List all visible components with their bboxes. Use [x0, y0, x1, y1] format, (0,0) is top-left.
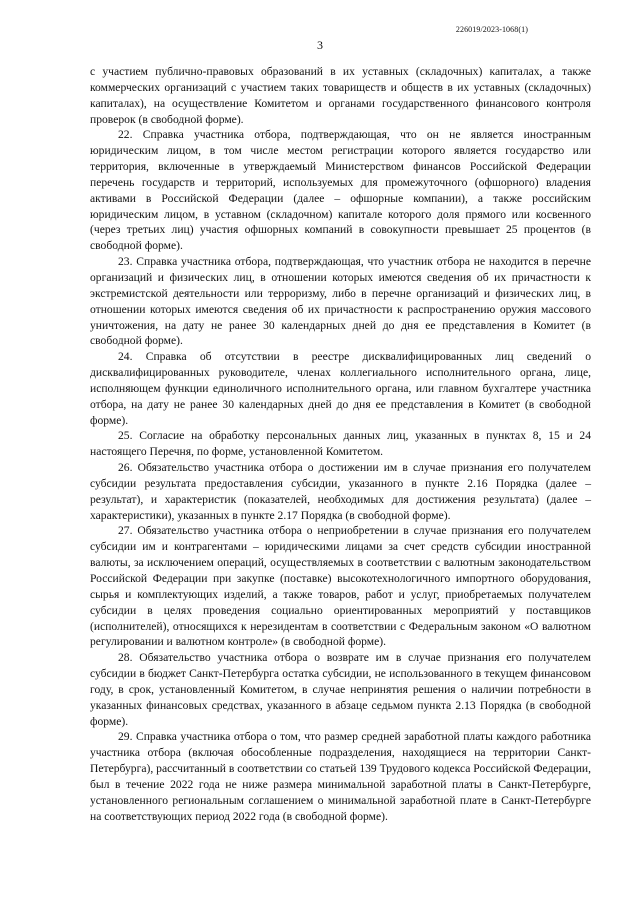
- page-number: 3: [317, 38, 323, 52]
- paragraph-continuation: с участием публично-правовых образований в их уставных (складочных) капиталах, а также коммерческих организаций с участием таких товариществ и обществ в их уставных (складочных) капиталах), на осуществление Комитетом и органами государственного финансового контроля проверок (в свободной форме).: [90, 65, 591, 126]
- document-registration-number: 226019/2023-1068(1): [455, 25, 528, 34]
- paragraph-item-23: 23. Справка участника отбора, подтверждающая, что участник отбора не находится в перечне организаций и физических лиц, в отношении которых имеются сведения об их причастности к экстремистской деятельности или терроризму, либо в перечне организаций и физических лиц, в отношении которых имеются сведения об их причастности к распространению оружия массового уничтожения, на дату не ранее 30 календарных дней до дня ее представления в Комитет (в свободной форме).: [90, 255, 591, 348]
- paragraph-item-28: 28. Обязательство участника отбора о возврате им в случае признания его получателем субсидии в бюджет Санкт-Петербурга остатка субсидии, не использованного в текущем финансовом году, в срок, установленный Комитетом, в случае непринятия решения о наличии потребности в указанных финансовых средствах, указанного в абзаце седьмом пункта 2.13 Порядка (в свободной форме).: [90, 651, 591, 728]
- paragraph-item-29: 29. Справка участника отбора о том, что размер средней заработной платы каждого работника участника отбора (включая обособленные подразделения, находящиеся на территории Санкт-Петербурга), рассчитанный в соответствии со статьей 139 Трудового кодекса Российской Федерации, был в течение 2022 года не ниже размера минимальной заработной платы в Санкт-Петербурге, установленного региональным соглашением о минимальной заработной плате в Санкт-Петербурге на соответствующих период 2022 года (в свободной форме).: [90, 730, 591, 823]
- paragraph-item-24: 24. Справка об отсутствии в реестре дисквалифицированных лиц сведений о дисквалифицированных руководителе, членах коллегиального исполнительного органа, лице, исполняющем функции единоличного исполнительного органа, или главном бухгалтере участника отбора, на дату не ранее 30 календарных дней до дня ее представления в Комитет (в свободной форме).: [90, 350, 591, 427]
- paragraph-item-27: 27. Обязательство участника отбора о неприобретении в случае признания его получателем субсидии им и контрагентами – юридическими лицами за счет средств субсидии иностранной валюты, за исключением операций, осуществляемых в соответствии с валютным законодательством Российской Федерации при закупке (поставке) высокотехнологичного импортного оборудования, сырья и комплектующих изделий, а также товаров, работ и услуг, приобретаемых получателем субсидии в целях проведения социально ориентированных мероприятий у поставщиков (исполнителей), относящихся к нерезидентам в соответствии с Федеральным законом «О валютном регулировании и валютном контроле» (в свободной форме).: [90, 524, 591, 649]
- paragraph-item-25: 25. Согласие на обработку персональных данных лиц, указанных в пунктах 8, 15 и 24 настоящего Перечня, по форме, установленной Комитетом.: [90, 429, 591, 459]
- paragraph-item-26: 26. Обязательство участника отбора о достижении им в случае признания его получателем субсидии результата предоставления субсидии, указанного в пункте 2.16 Порядка (далее – результат), и характеристик (показателей, необходимых для достижения результата) (далее – характеристики), указанных в пункте 2.17 Порядка (в свободной форме).: [90, 461, 591, 522]
- document-body: [90, 64, 591, 825]
- paragraph-item-22: 22. Справка участника отбора, подтверждающая, что он не является иностранным юридическим лицом, в том числе местом регистрации которого является государство или территория, включенные в утверждаемый Министерством финансов Российской Федерации перечень государств и территорий, используемых для промежуточного (офшорного) владения активами в Российской Федерации (далее – офшорные компании), а также российским юридическим лицом, в уставном (складочном) капитале которого доля прямого или косвенного (через третьих лиц) участия офшорных компаний в совокупности превышает 25 процентов (в свободной форме).: [90, 128, 591, 253]
